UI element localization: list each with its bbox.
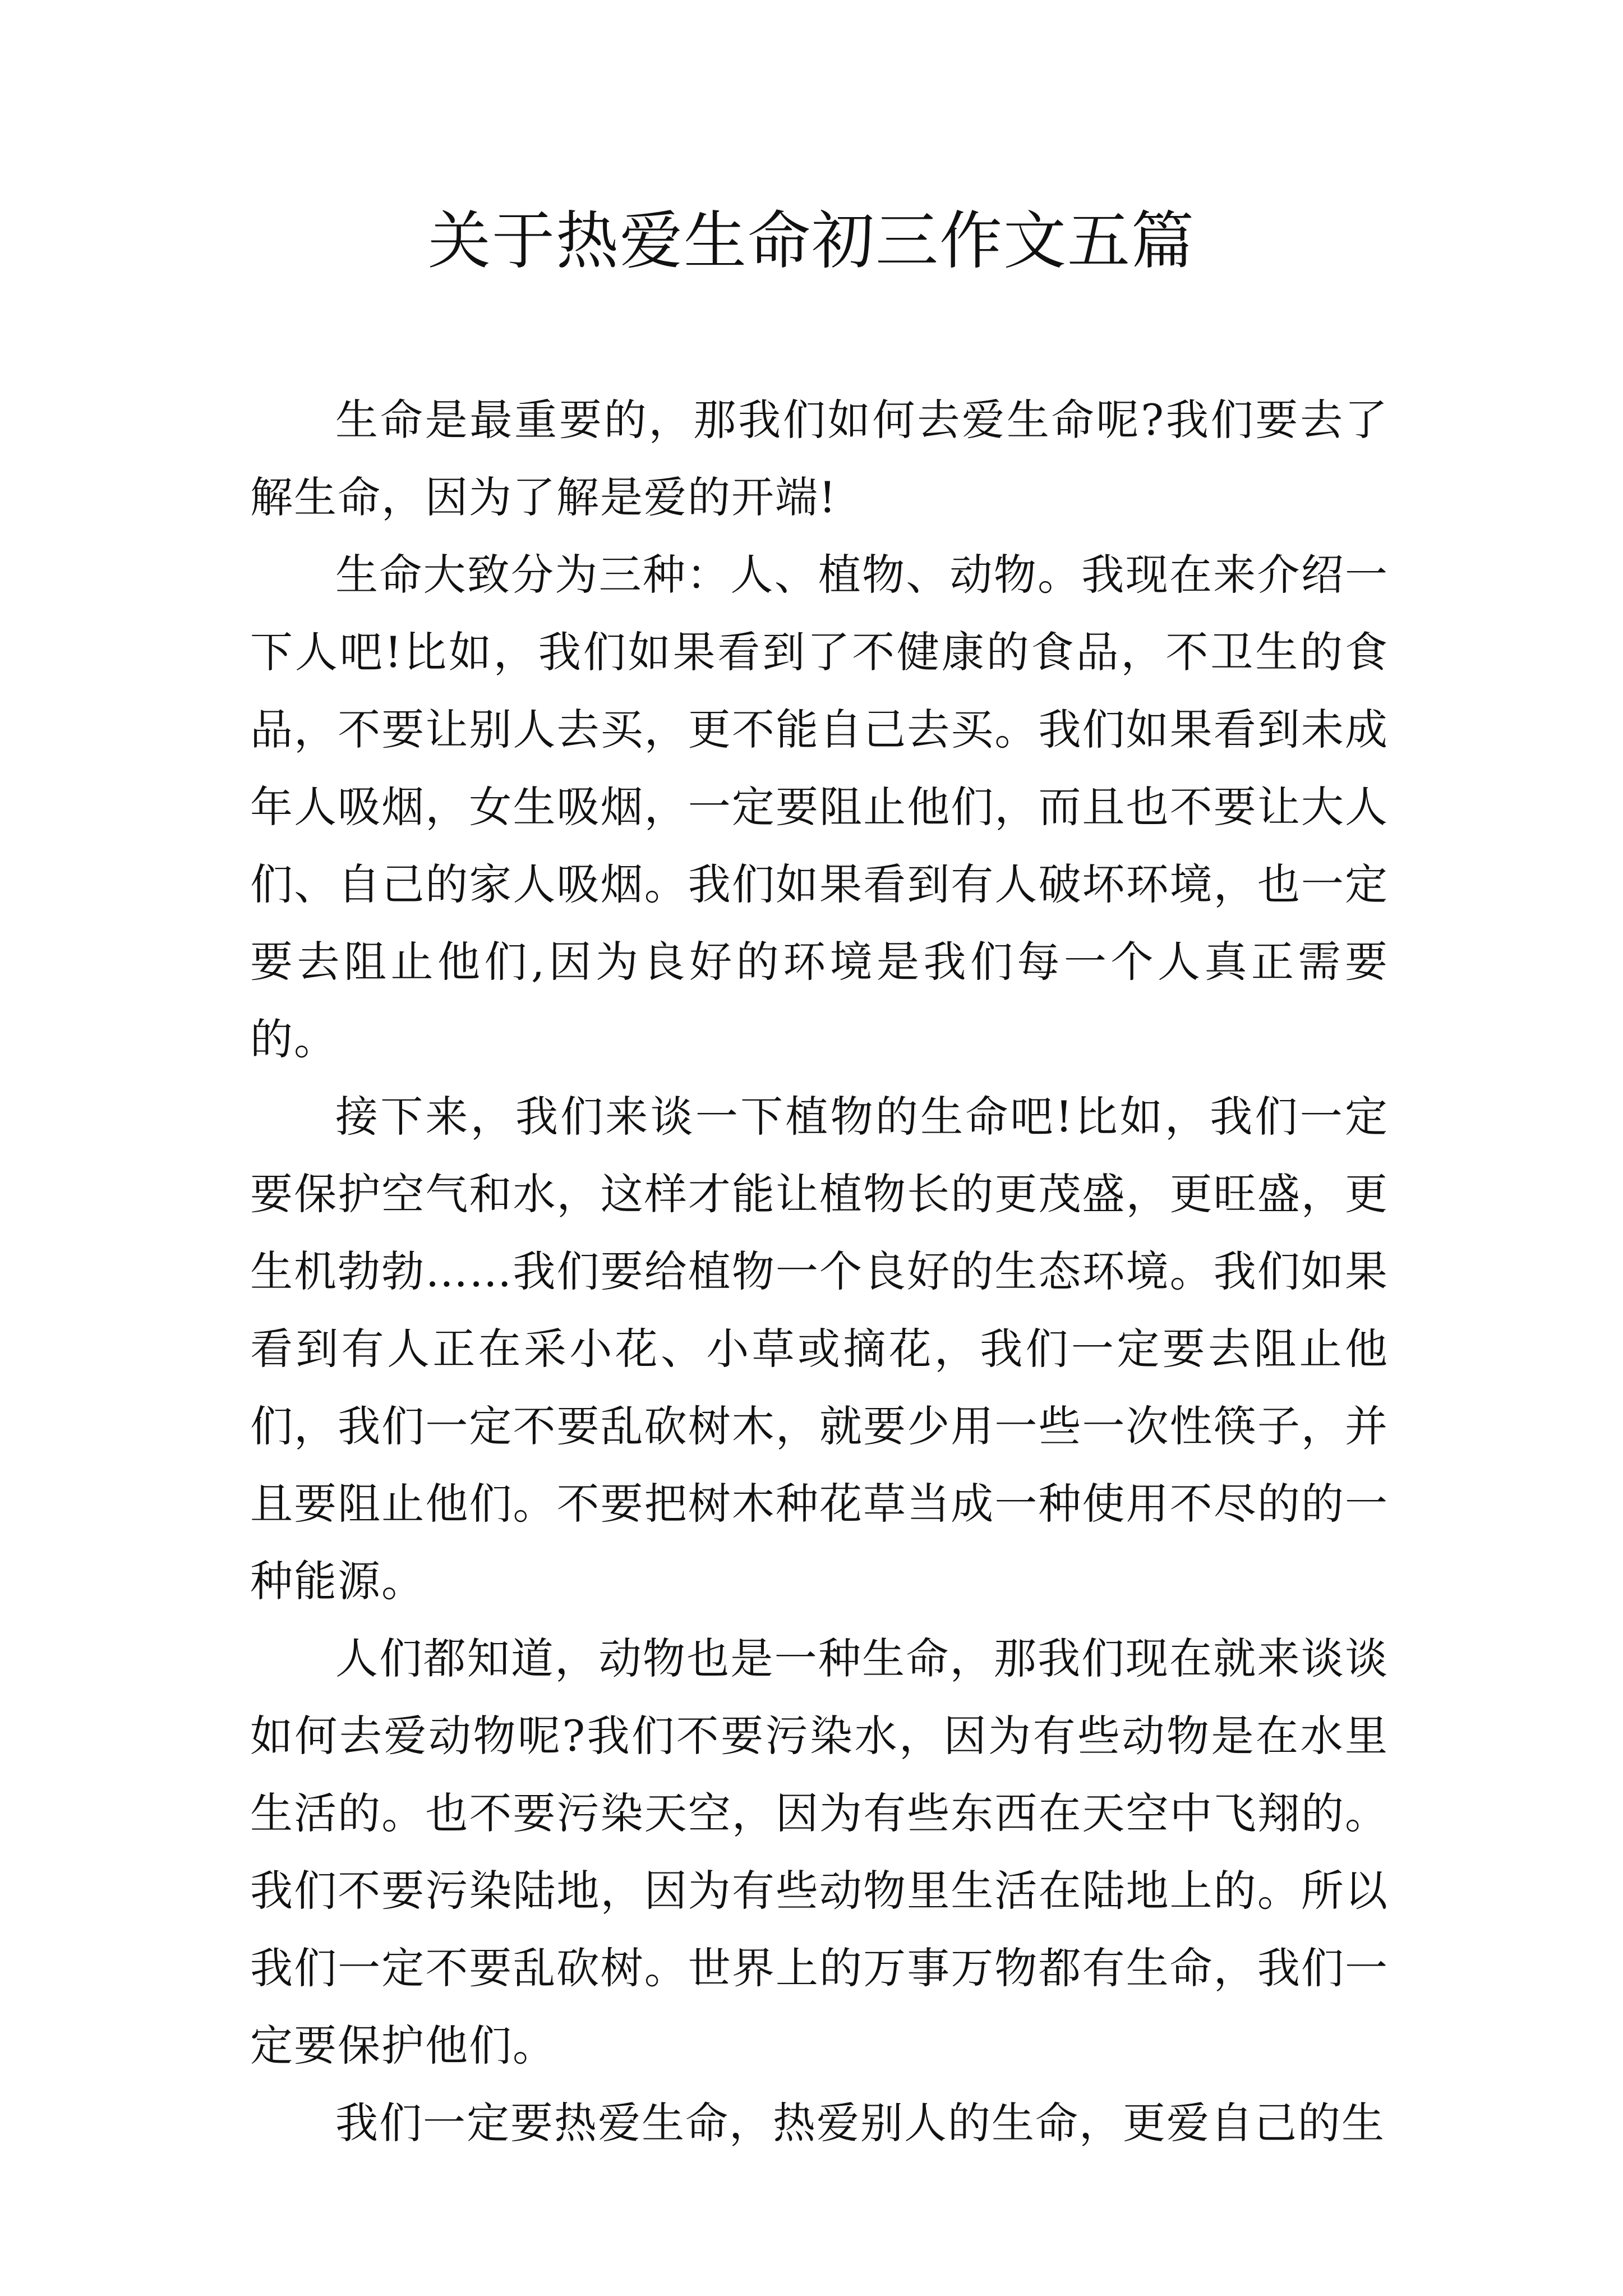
paragraph-1: 生命是最重要的，那我们如何去爱生命呢?我们要去了解生命，因为了解是爱的开端! (250, 395, 1389, 522)
paragraph-3: 接下来，我们来谈一下植物的生命吧!比如，我们一定要保护空气和水，这样才能让植物长的更茂盛，更旺盛，更生机勃勃……我们要给植物一个良好的生态环境。我们如果看到有人正在采小花、小草或摘花，我们一定要去阻止他们，我们一定不要乱砍树木，就要少用一些一次性筷子，并且要阻止他们。不要把树木种花草当成一种使用不尽的的一种能源。 (250, 1092, 1389, 1606)
paragraph-5: 我们一定要热爱生命，热爱别人的生命，更爱自己的生 (335, 2098, 1385, 2148)
document-title: 关于热爱生命初三作文五篇 (428, 205, 1195, 278)
document-body (250, 381, 1389, 2162)
paragraph-2: 生命大致分为三种：人、植物、动物。我现在来介绍一下人吧!比如，我们如果看到了不健康的食品，不卫生的食品，不要让别人去买，更不能自己去买。我们如果看到未成年人吸烟，女生吸烟，一定要阻止他们，而且也不要让大人们、自己的家人吸烟。我们如果看到有人破坏环境，也一定要去阻止他们,因为良好的环境是我们每一个人真正需要的。 (250, 550, 1389, 1064)
paragraph-4: 人们都知道，动物也是一种生命，那我们现在就来谈谈如何去爱动物呢?我们不要污染水，因为有些动物是在水里生活的。也不要污染天空，因为有些东西在天空中飞翔的。我们不要污染陆地，因为有些动物里生活在陆地上的。所以我们一定不要乱砍树。世界上的万事万物都有生命，我们一定要保护他们。 (250, 1634, 1389, 2070)
